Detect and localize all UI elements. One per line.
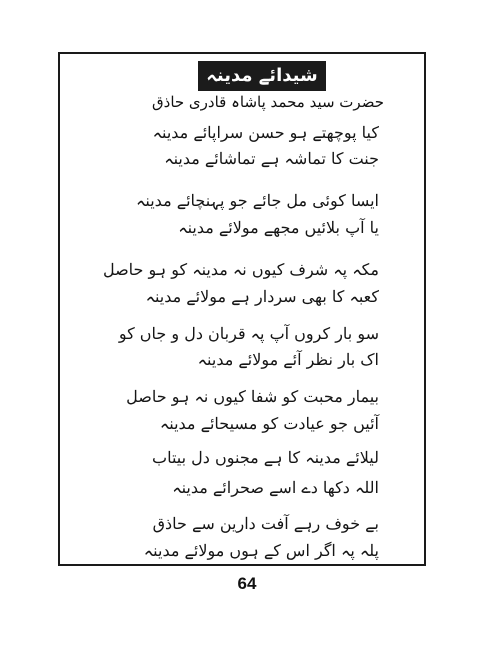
- poem-title: شیدائے مدینہ: [198, 61, 326, 91]
- verse-line: کعبہ کا بھی سردار ہے مولائے مدینہ: [145, 287, 379, 306]
- verse-line: آئیں جو عیادت کو مسیحائے مدینہ: [159, 414, 379, 433]
- verse-line: کیا پوچھتے ہو حسن سراپائے مدینہ: [152, 123, 379, 142]
- verse-line: اک بار نظر آئے مولائے مدینہ: [197, 350, 379, 369]
- verse-line: پلہ پہ اگر اس کے ہوں مولائے مدینہ: [143, 541, 379, 560]
- verse-line: یا آپ بلائیں مجھے مولائے مدینہ: [178, 218, 379, 237]
- verse-line: سو بار کروں آپ پہ قربان دل و جاں کو: [118, 324, 379, 343]
- poet-name: حضرت سید محمد پاشاہ قادری حاذق: [152, 93, 384, 111]
- verse-line: اللہ دکھا دے اسے صحرائے مدینہ: [172, 478, 379, 497]
- page-number: 64: [237, 574, 257, 593]
- verse-line: بیمار محبت کو شفا کیوں نہ ہو حاصل: [126, 387, 379, 406]
- verse-line: لیلائے مدینہ کا ہے مجنوں دل بیتاب: [152, 448, 379, 467]
- verse-line: ایسا کوئی مل جائے جو پہنچائے مدینہ: [136, 191, 379, 210]
- verse-line: جنت کا تماشہ ہے تماشائے مدینہ: [164, 149, 379, 168]
- verse-line: مکہ پہ شرف کیوں نہ مدینہ کو ہو حاصل: [102, 260, 379, 279]
- verse-line: بے خوف رہے آفت دارین سے حاذق: [152, 514, 379, 533]
